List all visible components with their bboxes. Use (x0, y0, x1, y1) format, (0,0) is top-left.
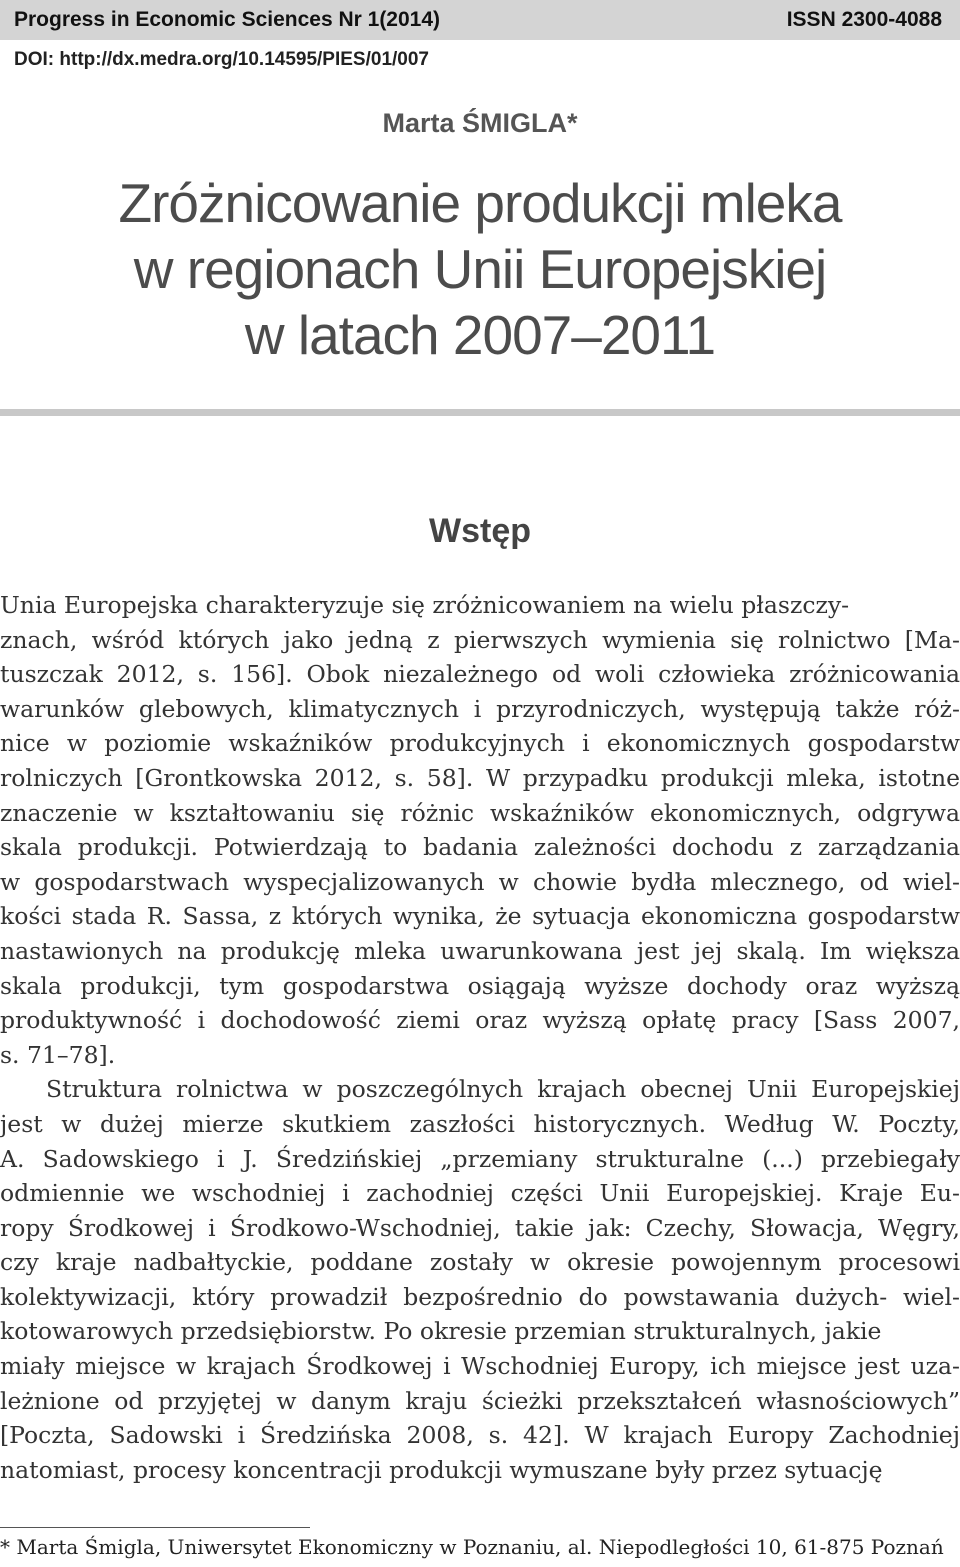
title-line: w latach 2007–2011 (244, 304, 716, 366)
body-line: skala produkcji. Potwierdzają to badania zależności dochodu z zarządzania (0, 833, 960, 862)
body-line: A. Sadowskiego i J. Średzińskiej „przemiany strukturalne (...) przebiegały (0, 1144, 960, 1173)
body-line: jest w dużej mierze skutkiem zaszłości historycznych. Według W. Poczty, (0, 1109, 960, 1138)
body-line: odmiennie we wschodniej i zachodniej części Unii Europejskiej. Kraje Eu- (0, 1179, 960, 1208)
body-line: miały miejsce w krajach Środkowej i Wschodniej Europy, ich miejsce jest uza- (0, 1352, 960, 1381)
body-line: warunków glebowych, klimatycznych i przyrodniczych, występują także róż- (0, 694, 960, 723)
body-line: Struktura rolnictwa w poszczególnych krajach obecnej Unii Europejskiej (46, 1075, 960, 1104)
title-line: w regionach Unii Europejskiej (133, 238, 827, 300)
body-line: kolektywizacji, który prowadził bezpośrednio do powstawania dużych- wiel- (0, 1282, 960, 1311)
body-line: nice w poziomie wskaźników produkcyjnych i ekonomicznych gospodarstw (0, 729, 960, 758)
body-line: leżnione od przyjętej w danym kraju ścieżki przekształceń własnościowych” (0, 1386, 960, 1415)
issn: ISSN 2300-4088 (786, 8, 942, 31)
section-heading: Wstęp (429, 512, 531, 550)
body-line: znaczenie w kształtowaniu się różnic wskaźników ekonomicznych, odgrywa (0, 798, 960, 827)
body-line: rolniczych [Grontkowska 2012, s. 58]. W przypadku produkcji mleka, istotne (0, 763, 960, 792)
body-line: skala produkcji, tym gospodarstwa osiągają wyższe dochody oraz wyższą (0, 971, 960, 1000)
body-line: znach, wśród których jako jedną z pierwszych wymienia się rolnictwo [Ma- (0, 625, 960, 654)
title-divider (0, 409, 960, 416)
body-line: s. 71–78]. (0, 1040, 116, 1069)
doi-link[interactable]: DOI: http://dx.medra.org/10.14595/PIES/01/007 (14, 49, 429, 70)
footnote-divider (0, 1527, 310, 1528)
author-name: Marta ŚMIGLA* (382, 108, 578, 138)
journal-header-bar (0, 0, 960, 40)
body-line: w gospodarstwach wyspecjalizowanych w chowie bydła mlecznego, od wiel- (0, 867, 960, 896)
title-line: Zróżnicowanie produkcji mleka (118, 172, 842, 234)
body-line: [Poczta, Sadowski i Średzińska 2008, s. 42]. W krajach Europy Zachodniej (0, 1421, 960, 1450)
body-line: czy kraje nadbałtyckie, poddane zostały w okresie powojennym procesowi (0, 1248, 960, 1277)
body-line: tuszczak 2012, s. 156]. Obok niezależnego od woli człowieka zróżnicowania (0, 660, 960, 689)
body-text (0, 588, 960, 1487)
journal-name: Progress in Economic Sciences Nr 1(2014) (14, 8, 441, 31)
body-line: nastawionych na produkcję mleka uwarunkowana jest jej skalą. Im większa (0, 936, 960, 965)
body-line: produktywność i dochodowość ziemi oraz wyższą opłatę pracy [Sass 2007, (0, 1006, 960, 1035)
body-line: kotowarowych przedsiębiorstw. Po okresie przemian strukturalnych, jakie (0, 1317, 882, 1346)
body-line: ropy Środkowej i Środkowo-Wschodniej, takie jak: Czechy, Słowacja, Węgry, (0, 1213, 960, 1242)
footnote: * Marta Śmigla, Uniwersytet Ekonomiczny w Poznaniu, al. Niepodległości 10, 61-875 Poznań (0, 1535, 944, 1559)
body-line: Unia Europejska charakteryzuje się zróżnicowaniem na wielu płaszczy- (0, 591, 850, 619)
body-line: natomiast, procesy koncentracji produkcji wymuszane były przez sytuację (0, 1455, 883, 1484)
article-title (0, 170, 960, 368)
body-line: kości stada R. Sassa, z których wynika, że sytuacja ekonomiczna gospodarstw (0, 902, 960, 931)
